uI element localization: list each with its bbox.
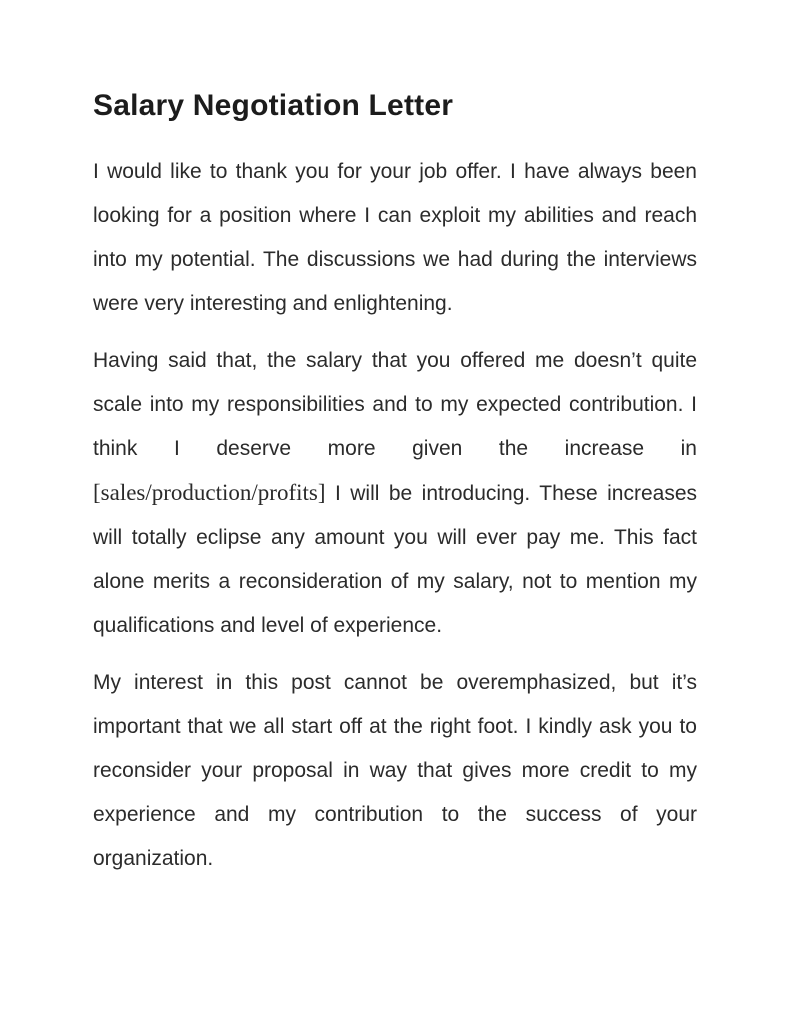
paragraph-intro: [93, 150, 697, 326]
paragraph-salary-request-text-before: Having said that, the salary that you offered me doesn’t quite scale into my responsibilities and to my expected contribution. I think I deserve more given the increase in: [93, 349, 697, 460]
paragraph-salary-request: [93, 339, 697, 648]
document-title: Salary Negotiation Letter: [93, 89, 454, 122]
paragraph-salary-request-text-after: I will be introducing. These increases will totally eclipse any amount you will ever pay me. This fact alone merits a reconsideration of my salary, not to mention my qualifications and level of experience.: [93, 482, 697, 637]
paragraph-closing-text: My interest in this post cannot be overemphasized, but it’s important that we all start off at the right foot. I kindly ask you to reconsider your proposal in way that gives more credit to my experience and my contribution to the success of your organization.: [93, 671, 697, 870]
bracketed-placeholder-sales-production-profits: [sales/production/profits]: [93, 480, 326, 505]
paragraph-intro-text: I would like to thank you for your job offer. I have always been looking for a position where I can exploit my abilities and reach into my potential. The discussions we had during the interviews were very interesting and enlightening.: [93, 160, 697, 315]
paragraph-closing: [93, 661, 697, 881]
